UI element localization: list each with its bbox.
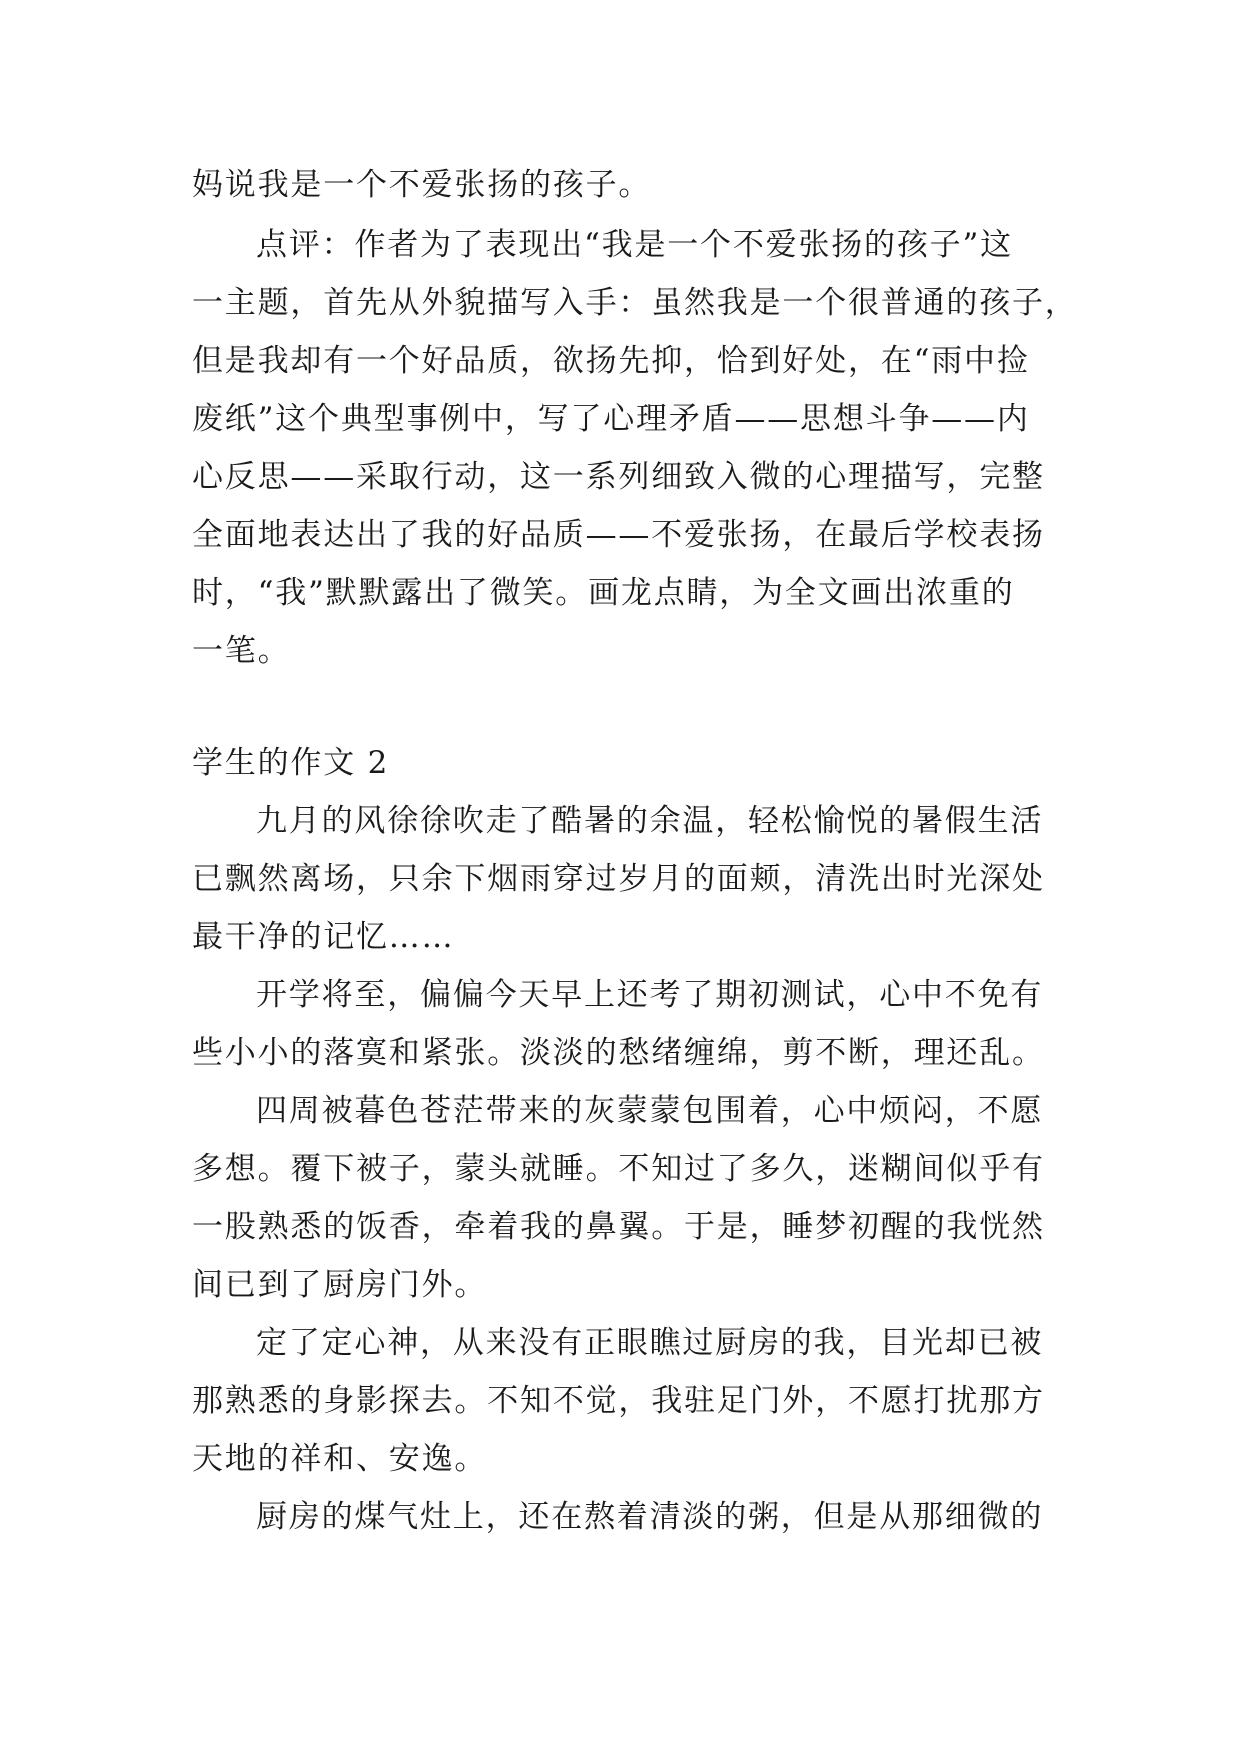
comment-text-line: 一主题，首先从外貌描写入手：虽然我是一个很普通的孩子， — [192, 285, 1078, 321]
comment-text-line: 点评：作者为了表现出“我是一个不爱张扬的孩子”这 — [256, 227, 1013, 263]
paragraph-line: 天地的祥和、安逸。 — [192, 1441, 488, 1477]
comment-text-line: 一笔。 — [192, 633, 291, 669]
paragraph-line: 开学将至，偏偏今天早上还考了期初测试，心中不免有 — [256, 977, 1044, 1013]
paragraph-line: 厨房的煤气灶上，还在熬着清淡的粥，但是从那细微的 — [256, 1499, 1044, 1535]
essay-title: 学生的作文 2 — [192, 745, 390, 781]
comment-text-line: 时，“我”默默露出了微笑。画龙点睛，为全文画出浓重的 — [192, 575, 1015, 611]
comment-text-line: 全面地表达出了我的好品质——不爱张扬，在最后学校表扬 — [192, 517, 1045, 553]
text-line: 妈说我是一个不爱张扬的孩子。 — [192, 167, 652, 203]
paragraph-line: 些小小的落寞和紧张。淡淡的愁绪缠绵，剪不断，理还乱。 — [192, 1035, 1045, 1071]
paragraph-line: 四周被暮色苍茫带来的灰蒙蒙包围着，心中烦闷，不愿 — [256, 1093, 1044, 1129]
paragraph-line: 九月的风徐徐吹走了酷暑的余温，轻松愉悦的暑假生活 — [256, 803, 1044, 839]
paragraph-line: 多想。覆下被子，蒙头就睡。不知过了多久，迷糊间似乎有 — [192, 1151, 1045, 1187]
paragraph-line: 定了定心神，从来没有正眼瞧过厨房的我，目光却已被 — [256, 1325, 1044, 1361]
comment-text-line: 但是我却有一个好品质，欲扬先抑，恰到好处，在“雨中捡 — [192, 343, 1030, 379]
paragraph-line: 那熟悉的身影探去。不知不觉，我驻足门外，不愿打扰那方 — [192, 1383, 1045, 1419]
paragraph-line: 已飘然离场，只余下烟雨穿过岁月的面颊，清洗出时光深处 — [192, 861, 1045, 897]
paragraph-line: 间已到了厨房门外。 — [192, 1267, 488, 1303]
paragraph-line: 一股熟悉的饭香，牵着我的鼻翼。于是，睡梦初醒的我恍然 — [192, 1209, 1045, 1245]
comment-text-line: 心反思——采取行动，这一系列细致入微的心理描写，完整 — [192, 459, 1045, 495]
comment-text-line: 废纸”这个典型事例中，写了心理矛盾——思想斗争——内 — [192, 401, 1030, 437]
paragraph-line: 最干净的记忆…… — [192, 919, 455, 955]
